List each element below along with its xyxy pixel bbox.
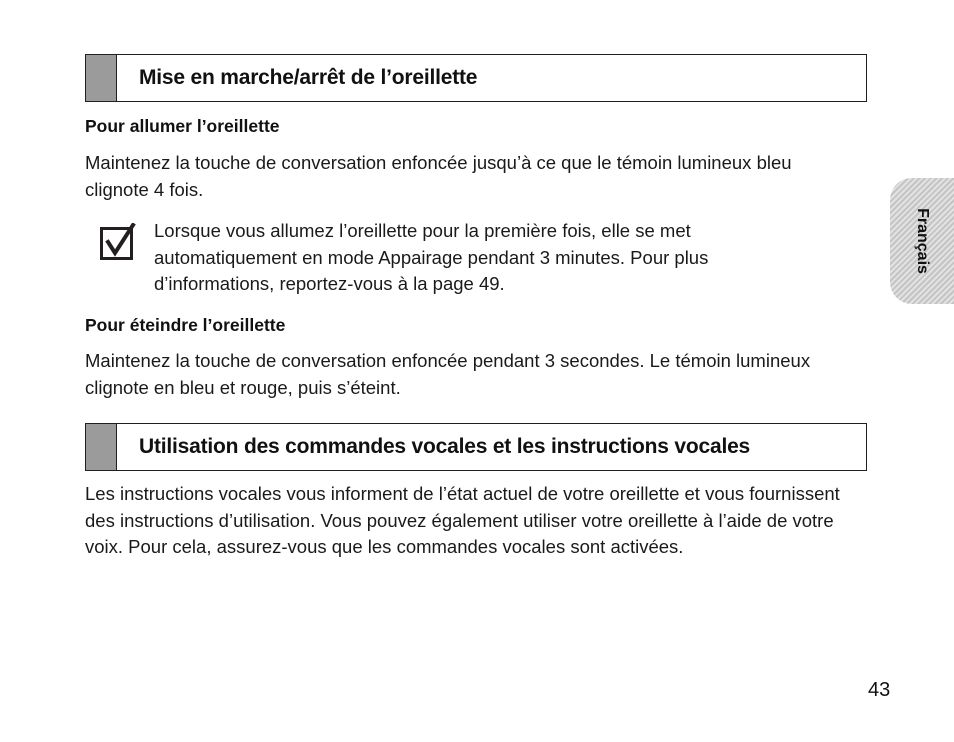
subheading-power-on: Pour allumer l’oreillette — [85, 116, 280, 136]
paragraph-power-off: Maintenez la touche de conversation enfoncée pendant 3 secondes. Le témoin lumineux clignote en bleu et rouge, puis s’éteint. — [85, 350, 811, 398]
section-title: Utilisation des commandes vocales et les instructions vocales — [139, 435, 751, 458]
section-marker — [86, 424, 117, 470]
checkbox-check-icon — [100, 223, 136, 261]
language-tab — [890, 178, 954, 304]
section-header-power — [85, 54, 867, 102]
note-text: Lorsque vous allumez l’oreillette pour la première fois, elle se met automatiquement en mode Appairage pendant 3 minutes. Pour plus d’informations, reportez-vous à la page 49. — [154, 220, 709, 294]
page-number: 43 — [868, 679, 891, 701]
section-marker — [86, 55, 117, 101]
language-tab-label: Français — [914, 208, 931, 274]
section-header-voice — [85, 423, 867, 471]
paragraph-power-on: Maintenez la touche de conversation enfoncée jusqu’à ce que le témoin lumineux bleu clignote 4 fois. — [85, 152, 792, 200]
section-title: Mise en marche/arrêt de l’oreillette — [139, 66, 478, 89]
paragraph-voice: Les instructions vocales vous informent de l’état actuel de votre oreillette et vous fournissent des instructions d’utilisation. Vous pouvez également utiliser votre oreillette à l’aide de votre voix. Pour cela, assurez-vous que les commandes vocales sont activées. — [85, 483, 840, 557]
subheading-power-off: Pour éteindre l’oreillette — [85, 315, 286, 335]
